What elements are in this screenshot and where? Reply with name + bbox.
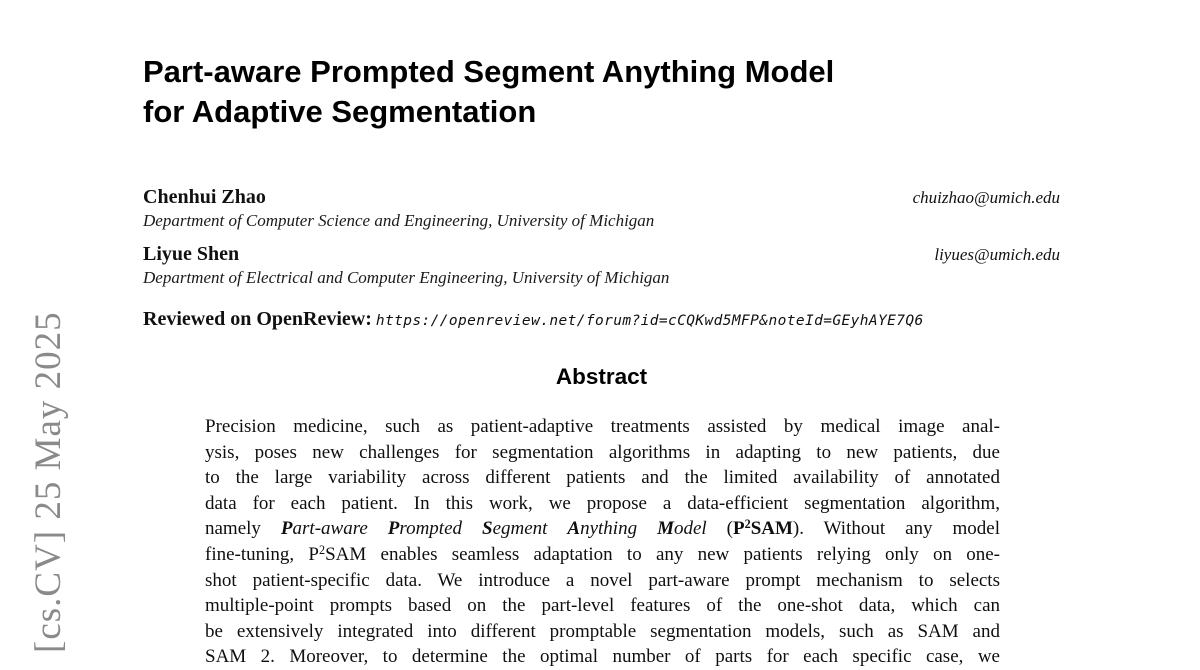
author-name: Liyue Shen xyxy=(143,243,240,265)
abstract-line: Precision medicine, such as patient-adaptive treatments assisted by medical image anal- xyxy=(205,416,1000,437)
abstract-line: namely Part-aware Prompted Segment Anything Model $(P^2SAM)$. Without any model xyxy=(205,517,1000,540)
author-email: chuizhao@umich.edu xyxy=(912,188,1060,207)
abstract-line: multiple-point prompts based on the part-level features of the one-shot data, which can xyxy=(205,595,1000,617)
author-name: Chenhui Zhao xyxy=(143,186,266,208)
author-email: liyues@umich.edu xyxy=(934,245,1060,264)
author-row xyxy=(143,243,1060,266)
author-row xyxy=(143,186,1060,209)
author-affiliation: Department of Electrical and Computer Engineering, University of Michigan xyxy=(143,268,670,287)
abstract-line: ysis, poses new challenges for segmentation algorithms in adapting to new patients, due xyxy=(205,441,1000,463)
abstract-line: data for each patient. In this work, we propose a data-efficient segmentation algorithm, xyxy=(205,492,1000,514)
abstract-line: SAM 2. Moreover, to determine the optimal number of parts for each specific case, we xyxy=(205,646,1000,668)
author-block-2 xyxy=(143,243,1060,288)
author-block-1 xyxy=(143,186,1060,231)
abstract-line: be extensively integrated into different promptable segmentation models, such as SAM and xyxy=(205,620,1000,642)
paper-title-line2: for Adaptive Segmentation xyxy=(143,94,537,129)
arxiv-sidebar-stamp: [cs.CV] 25 May 2025 xyxy=(28,311,69,653)
abstract-line: shot patient-specific data. We introduce a novel part-aware prompt mechanism to selects xyxy=(205,569,1000,591)
paper-title-line1: Part-aware Prompted Segment Anything Model xyxy=(143,54,835,89)
abstract-line: to the large variability across different patients and the limited availability of annotated xyxy=(205,467,1000,489)
abstract-heading: Abstract xyxy=(555,364,648,389)
abstract-line: fine-tuning, $P^2SAM$ enables seamless adaptation to any new patients relying only on one- xyxy=(205,542,1000,565)
openreview-label: Reviewed on OpenReview: xyxy=(143,308,372,330)
abstract-body xyxy=(205,414,1000,670)
openreview-url-link[interactable]: https://openreview.net/forum?id=cCQKwd5MFP&noteId=GEyhAYE7Q6 xyxy=(375,313,924,329)
paper-content xyxy=(143,0,1060,670)
paper-title xyxy=(143,52,1060,132)
openreview-line xyxy=(143,308,1060,332)
author-affiliation: Department of Computer Science and Engineering, University of Michigan xyxy=(143,211,655,230)
